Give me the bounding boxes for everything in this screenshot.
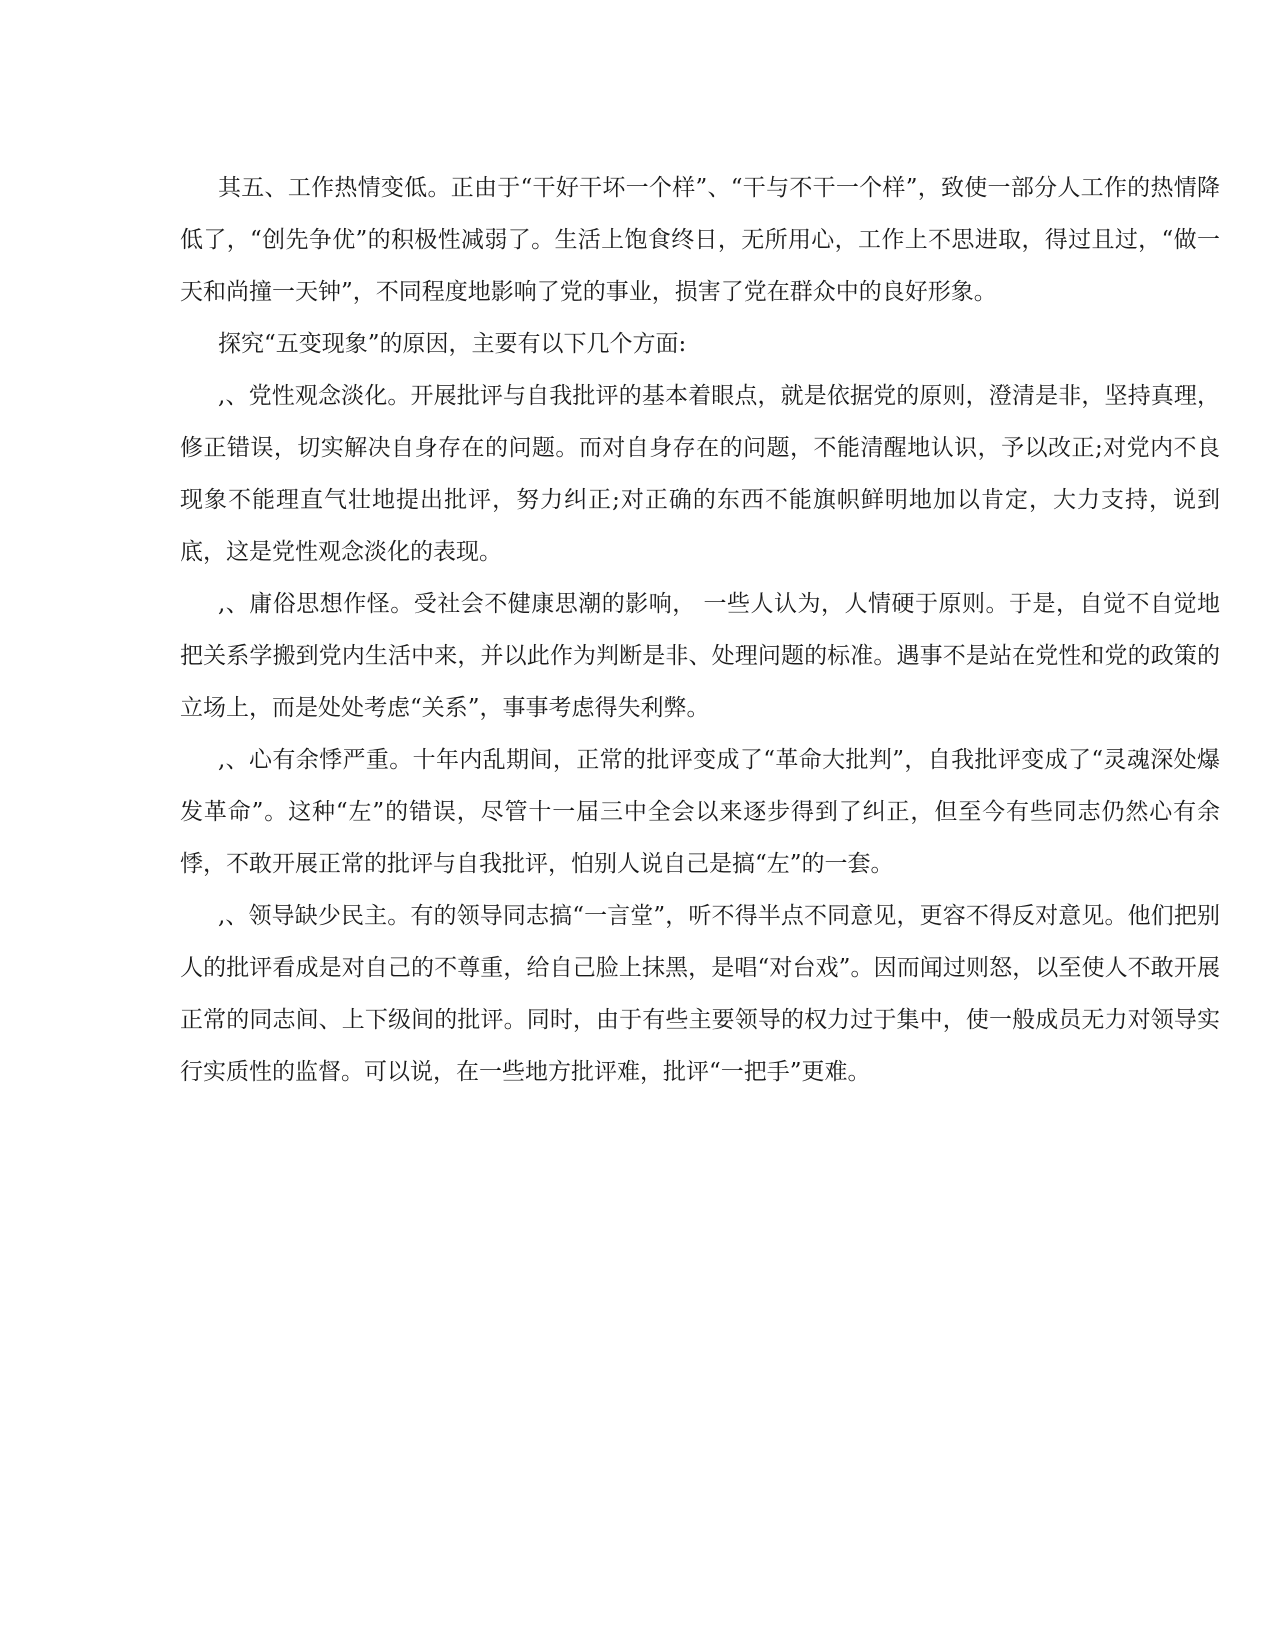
document-body (180, 162, 1220, 1098)
paragraph-cause-lingering-fear: ,、心有余悸严重。十年内乱期间，正常的批评变成了“革命大批判”，自我批评变成了“灵魂深处爆发革命”。这种“左”的错误，尽管十一届三中全会以来逐步得到了纠正，但至今有些同志仍然心有余悸，不敢开展正常的批评与自我批评，怕别人说自己是搞“左”的一套。 (180, 747, 1220, 877)
paragraph-cause-vulgar-thinking: ,、庸俗思想作怪。受社会不健康思潮的影响， 一些人认为，人情硬于原则。于是，自觉不自觉地把关系学搬到党内生活中来，并以此作为判断是非、处理问题的标准。遇事不是站在党性和党的政策的立场上，而是处处考虑“关系”，事事考虑得失利弊。 (180, 591, 1220, 721)
paragraph-cause-party-spirit: ,、党性观念淡化。开展批评与自我批评的基本着眼点，就是依据党的原则，澄清是非，坚持真理，修正错误，切实解决自身存在的问题。而对自身存在的问题，不能清醒地认识，予以改正;对党内不良现象不能理直气壮地提出批评，努力纠正;对正确的东西不能旗帜鲜明地加以肯定，大力支持，说到底，这是党性观念淡化的表现。 (180, 383, 1220, 565)
paragraph-causes-intro: 探究“五变现象”的原因，主要有以下几个方面: (218, 331, 687, 357)
paragraph-fifth-point: 其五、工作热情变低。正由于“干好干坏一个样”、“干与不干一个样”，致使一部分人工作的热情降低了，“创先争优”的积极性减弱了。生活上饱食终日，无所用心，工作上不思进取，得过且过，“做一天和尚撞一天钟”，不同程度地影响了党的事业，损害了党在群众中的良好形象。 (180, 175, 1220, 305)
paragraph-cause-lack-of-democracy: ,、领导缺少民主。有的领导同志搞“一言堂”，听不得半点不同意见，更容不得反对意见。他们把别人的批评看成是对自己的不尊重，给自己脸上抹黑，是唱“对台戏”。因而闻过则怒，以至使人不敢开展正常的同志间、上下级间的批评。同时，由于有些主要领导的权力过于集中，使一般成员无力对领导实行实质性的监督。可以说，在一些地方批评难，批评“一把手”更难。 (180, 903, 1220, 1085)
